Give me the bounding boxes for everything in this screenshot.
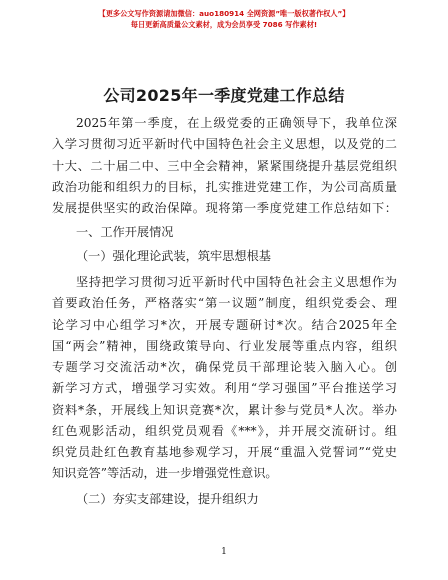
subsection-heading: （二）夯实支部建设，提升组织力: [76, 492, 259, 506]
promo-banner: [0, 8, 448, 30]
intro-line: 政治功能和组织力的目标，扎实推进党建工作，为公司高质量: [52, 180, 397, 194]
intro-line: 2025年第一季度，在上级党委的正确领导下，我单位深: [76, 116, 397, 130]
body-line: 专题学习交流活动*次，确保党员干部理论装入脑入心。创: [52, 360, 397, 374]
body-line: 红色观影活动，组织党员观看《***》，并开展交流研讨。组: [52, 424, 397, 438]
document-title: 公司2025年一季度党建工作总结: [103, 86, 345, 105]
body-line: 新学习方式，增强学习实效。利用“学习强国”平台推送学习: [52, 381, 397, 395]
promo-banner-line-1: 【更多公文写作资源请加微信：auo180914 全网资源”唯一版权著作权人”】: [98, 9, 350, 18]
body-line: 织党员赴红色教育基地参观学习，开展“重温入党誓词”“党史: [52, 445, 397, 459]
body-line: 坚持把学习贯彻习近平新时代中国特色社会主义思想作为: [76, 275, 397, 289]
intro-line: 十大、二十届二中、三中全会精神，紧紧围绕提升基层党组织: [52, 159, 397, 173]
body-line: 论学习中心组学习*次，开展专题研讨*次。结合2025年全: [52, 318, 397, 332]
subsection-heading: （一）强化理论武装，筑牢思想根基: [76, 249, 271, 263]
section-heading: 一、工作开展情况: [76, 225, 174, 239]
body-line: 国“两会”精神，围绕政策导向、行业发展等重点内容，组织: [52, 339, 397, 353]
page-number: 1: [221, 547, 227, 557]
body-line: 首要政治任务，严格落实“第一议题”制度，组织党委会、理: [52, 296, 397, 310]
intro-line: 入学习贯彻习近平新时代中国特色社会主义思想，以及党的二: [52, 137, 397, 151]
promo-banner-line-2: 每日更新高质量公文素材，成为会员享受 7086 写作素材!: [130, 20, 318, 29]
body-line: 资料*条，开展线上知识竞赛*次，累计参与党员*人次。举办: [52, 403, 397, 417]
body-line: 知识竞答”等活动，进一步增强党性意识。: [52, 466, 278, 480]
intro-line: 发展提供坚实的政治保障。现将第一季度党建工作总结如下：: [52, 201, 397, 215]
